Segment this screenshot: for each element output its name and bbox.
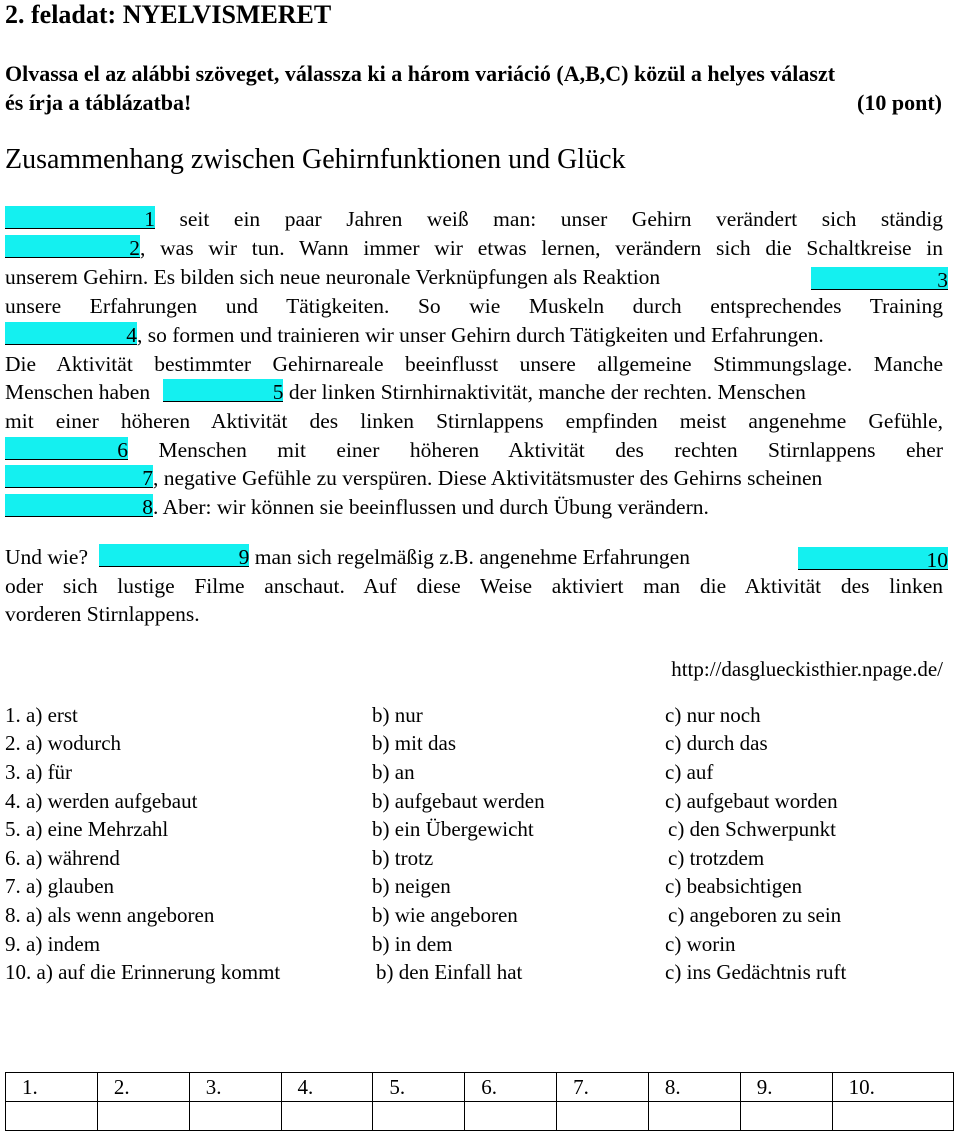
- option-a: 7. a) glauben: [5, 874, 115, 898]
- answer-cell[interactable]: [97, 1102, 189, 1131]
- option-c: c) ins Gedächtnis ruft: [665, 960, 847, 984]
- answer-header-cell: 10.: [832, 1073, 953, 1102]
- option-c: c) durch das: [665, 731, 768, 755]
- answer-cell[interactable]: [465, 1102, 557, 1131]
- text-line: 2 , was wir tun. Wann immer wir etwas lernen, verändern sich die Schaltkreise in: [5, 234, 943, 262]
- gap-8[interactable]: 8: [5, 494, 153, 517]
- text-line: Menschen haben 5 der linken Stirnhirnaktivität, manche der rechten. Menschen: [5, 380, 806, 404]
- option-a: 8. a) als wenn angeboren: [5, 903, 215, 927]
- answer-table: [5, 1072, 954, 1131]
- text-line: unsere Erfahrungen und Tätigkeiten. So wie Muskeln durch entsprechendes Training: [5, 294, 943, 318]
- text-line: vorderen Stirnlappens.: [5, 602, 200, 626]
- option-a: 4. a) werden aufgebaut: [5, 789, 198, 813]
- text-line: 1 seit ein paar Jahren weiß man: unser Gehirn verändert sich ständig: [5, 205, 943, 233]
- answer-cell[interactable]: [832, 1102, 953, 1131]
- gap-6[interactable]: 6: [5, 437, 128, 460]
- option-b: b) trotz: [372, 846, 434, 870]
- option-b: b) ein Übergewicht: [372, 817, 534, 841]
- answer-header-cell: 2.: [97, 1073, 189, 1102]
- answer-header-cell: 8.: [648, 1073, 740, 1102]
- answer-header-cell: 1.: [6, 1073, 98, 1102]
- option-c: c) worin: [665, 932, 736, 956]
- gap-4[interactable]: 4: [5, 322, 137, 345]
- answer-cell[interactable]: [6, 1102, 98, 1131]
- answer-table-input-row: [6, 1102, 954, 1131]
- gap-1[interactable]: 1: [5, 206, 155, 229]
- source-url: http://dasglueckisthier.npage.de/: [671, 657, 943, 681]
- option-b: b) neigen: [372, 874, 451, 898]
- points-label: (10 pont): [857, 90, 942, 115]
- gap-9[interactable]: 9: [99, 544, 249, 567]
- text-line: mit einer höheren Aktivität des linken Stirnlappens empfinden meist angenehme Gefühle,: [5, 409, 943, 433]
- text-line: 8 . Aber: wir können sie beeinflussen und durch Übung verändern.: [5, 493, 943, 521]
- option-b: b) mit das: [372, 731, 456, 755]
- option-a: 1. a) erst: [5, 703, 78, 727]
- option-c: c) angeboren zu sein: [668, 903, 842, 927]
- answer-cell[interactable]: [648, 1102, 740, 1131]
- answer-header-cell: 3.: [189, 1073, 281, 1102]
- answer-cell[interactable]: [189, 1102, 281, 1131]
- option-c: c) trotzdem: [668, 846, 765, 870]
- gap-5[interactable]: 5: [163, 379, 283, 402]
- option-b: b) nur: [372, 703, 423, 727]
- option-b: b) an: [372, 760, 415, 784]
- answer-cell[interactable]: [740, 1102, 832, 1131]
- answer-header-cell: 9.: [740, 1073, 832, 1102]
- option-b: b) den Einfall hat: [376, 960, 523, 984]
- answer-header-cell: 6.: [465, 1073, 557, 1102]
- option-a: 9. a) indem: [5, 932, 101, 956]
- gap-7[interactable]: 7: [5, 465, 153, 488]
- task-title: 2. feladat: NYELVISMERET: [5, 0, 332, 29]
- option-a: 6. a) während: [5, 846, 120, 870]
- answer-header-cell: 4.: [281, 1073, 373, 1102]
- text-title: Zusammenhang zwischen Gehirnfunktionen und Glück: [5, 144, 626, 175]
- option-c: c) auf: [665, 760, 714, 784]
- option-c: c) den Schwerpunkt: [668, 817, 836, 841]
- instruction-line-2: és írja a táblázatba!: [5, 90, 192, 115]
- text-line: 4 , so formen und trainieren wir unser Gehirn durch Tätigkeiten und Erfahrungen.: [5, 321, 943, 349]
- answer-cell[interactable]: [281, 1102, 373, 1131]
- text-line: unserem Gehirn. Es bilden sich neue neuronale Verknüpfungen als Reaktion 3: [5, 265, 948, 292]
- option-c: c) nur noch: [665, 703, 761, 727]
- text-line: Und wie? 9 man sich regelmäßig z.B. angenehme Erfahrungen 10: [5, 545, 948, 572]
- gap-2[interactable]: 2: [5, 235, 140, 258]
- answer-cell[interactable]: [557, 1102, 649, 1131]
- option-a: 2. a) wodurch: [5, 731, 122, 755]
- text-line: Die Aktivität bestimmter Gehirnareale beeinflusst unsere allgemeine Stimmungslage. Manche: [5, 352, 943, 376]
- option-a: 10. a) auf die Erinnerung kommt: [5, 960, 281, 984]
- instruction-line-1: Olvassa el az alábbi szöveget, válassza ki a három variáció (A,B,C) közül a helyes választ: [5, 61, 836, 86]
- option-c: c) beabsichtigen: [665, 874, 803, 898]
- text-line: 7 , negative Gefühle zu verspüren. Diese Aktivitätsmuster des Gehirns scheinen: [5, 464, 943, 492]
- text-line: 6 Menschen mit einer höheren Aktivität des rechten Stirnlappens eher: [5, 436, 943, 464]
- option-b: b) in dem: [372, 932, 453, 956]
- gap-3[interactable]: 3: [811, 267, 948, 290]
- option-a: 5. a) eine Mehrzahl: [5, 817, 169, 841]
- answer-cell[interactable]: [373, 1102, 465, 1131]
- option-c: c) aufgebaut worden: [665, 789, 838, 813]
- text-line: oder sich lustige Filme anschaut. Auf diese Weise aktiviert man die Aktivität des linken: [5, 574, 943, 598]
- gap-10[interactable]: 10: [798, 547, 948, 570]
- option-b: b) aufgebaut werden: [372, 789, 545, 813]
- answer-header-cell: 7.: [557, 1073, 649, 1102]
- answer-table-header-row: [6, 1073, 954, 1102]
- option-b: b) wie angeboren: [372, 903, 518, 927]
- option-a: 3. a) für: [5, 760, 73, 784]
- answer-header-cell: 5.: [373, 1073, 465, 1102]
